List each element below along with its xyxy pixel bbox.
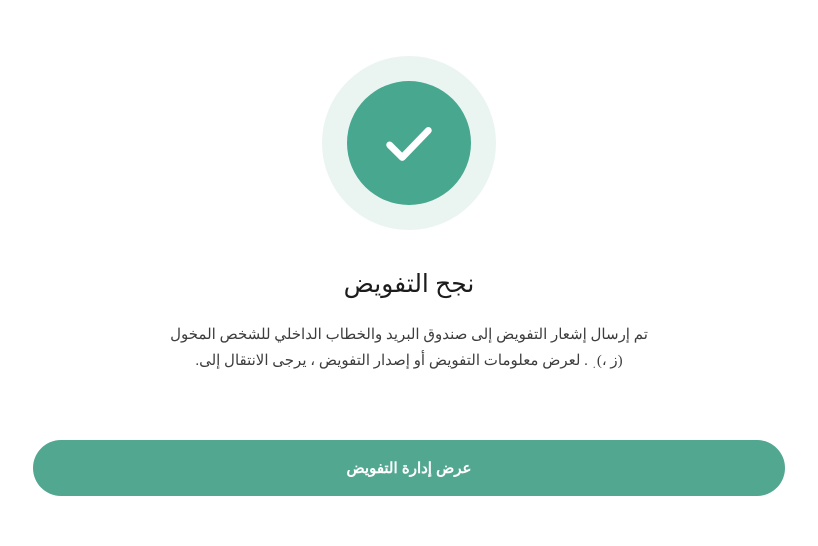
page-title: نجح التفويض [343, 271, 475, 298]
success-icon-circle [347, 81, 471, 205]
success-message [39, 322, 779, 375]
primary-action-container [33, 440, 785, 496]
check-icon [378, 112, 440, 174]
success-icon-halo [322, 56, 496, 230]
success-message-line-2: (ز ،)﮳ . لعرض معلومات التفويض أو إصدار التفويض ، يرجى الانتقال إلى. [195, 353, 623, 370]
success-message-line-1: تم إرسال إشعار التفويض إلى صندوق البريد والخطاب الداخلي للشخص المخول [170, 327, 648, 343]
view-authorization-management-button[interactable]: عرض إدارة التفويض [33, 440, 785, 496]
